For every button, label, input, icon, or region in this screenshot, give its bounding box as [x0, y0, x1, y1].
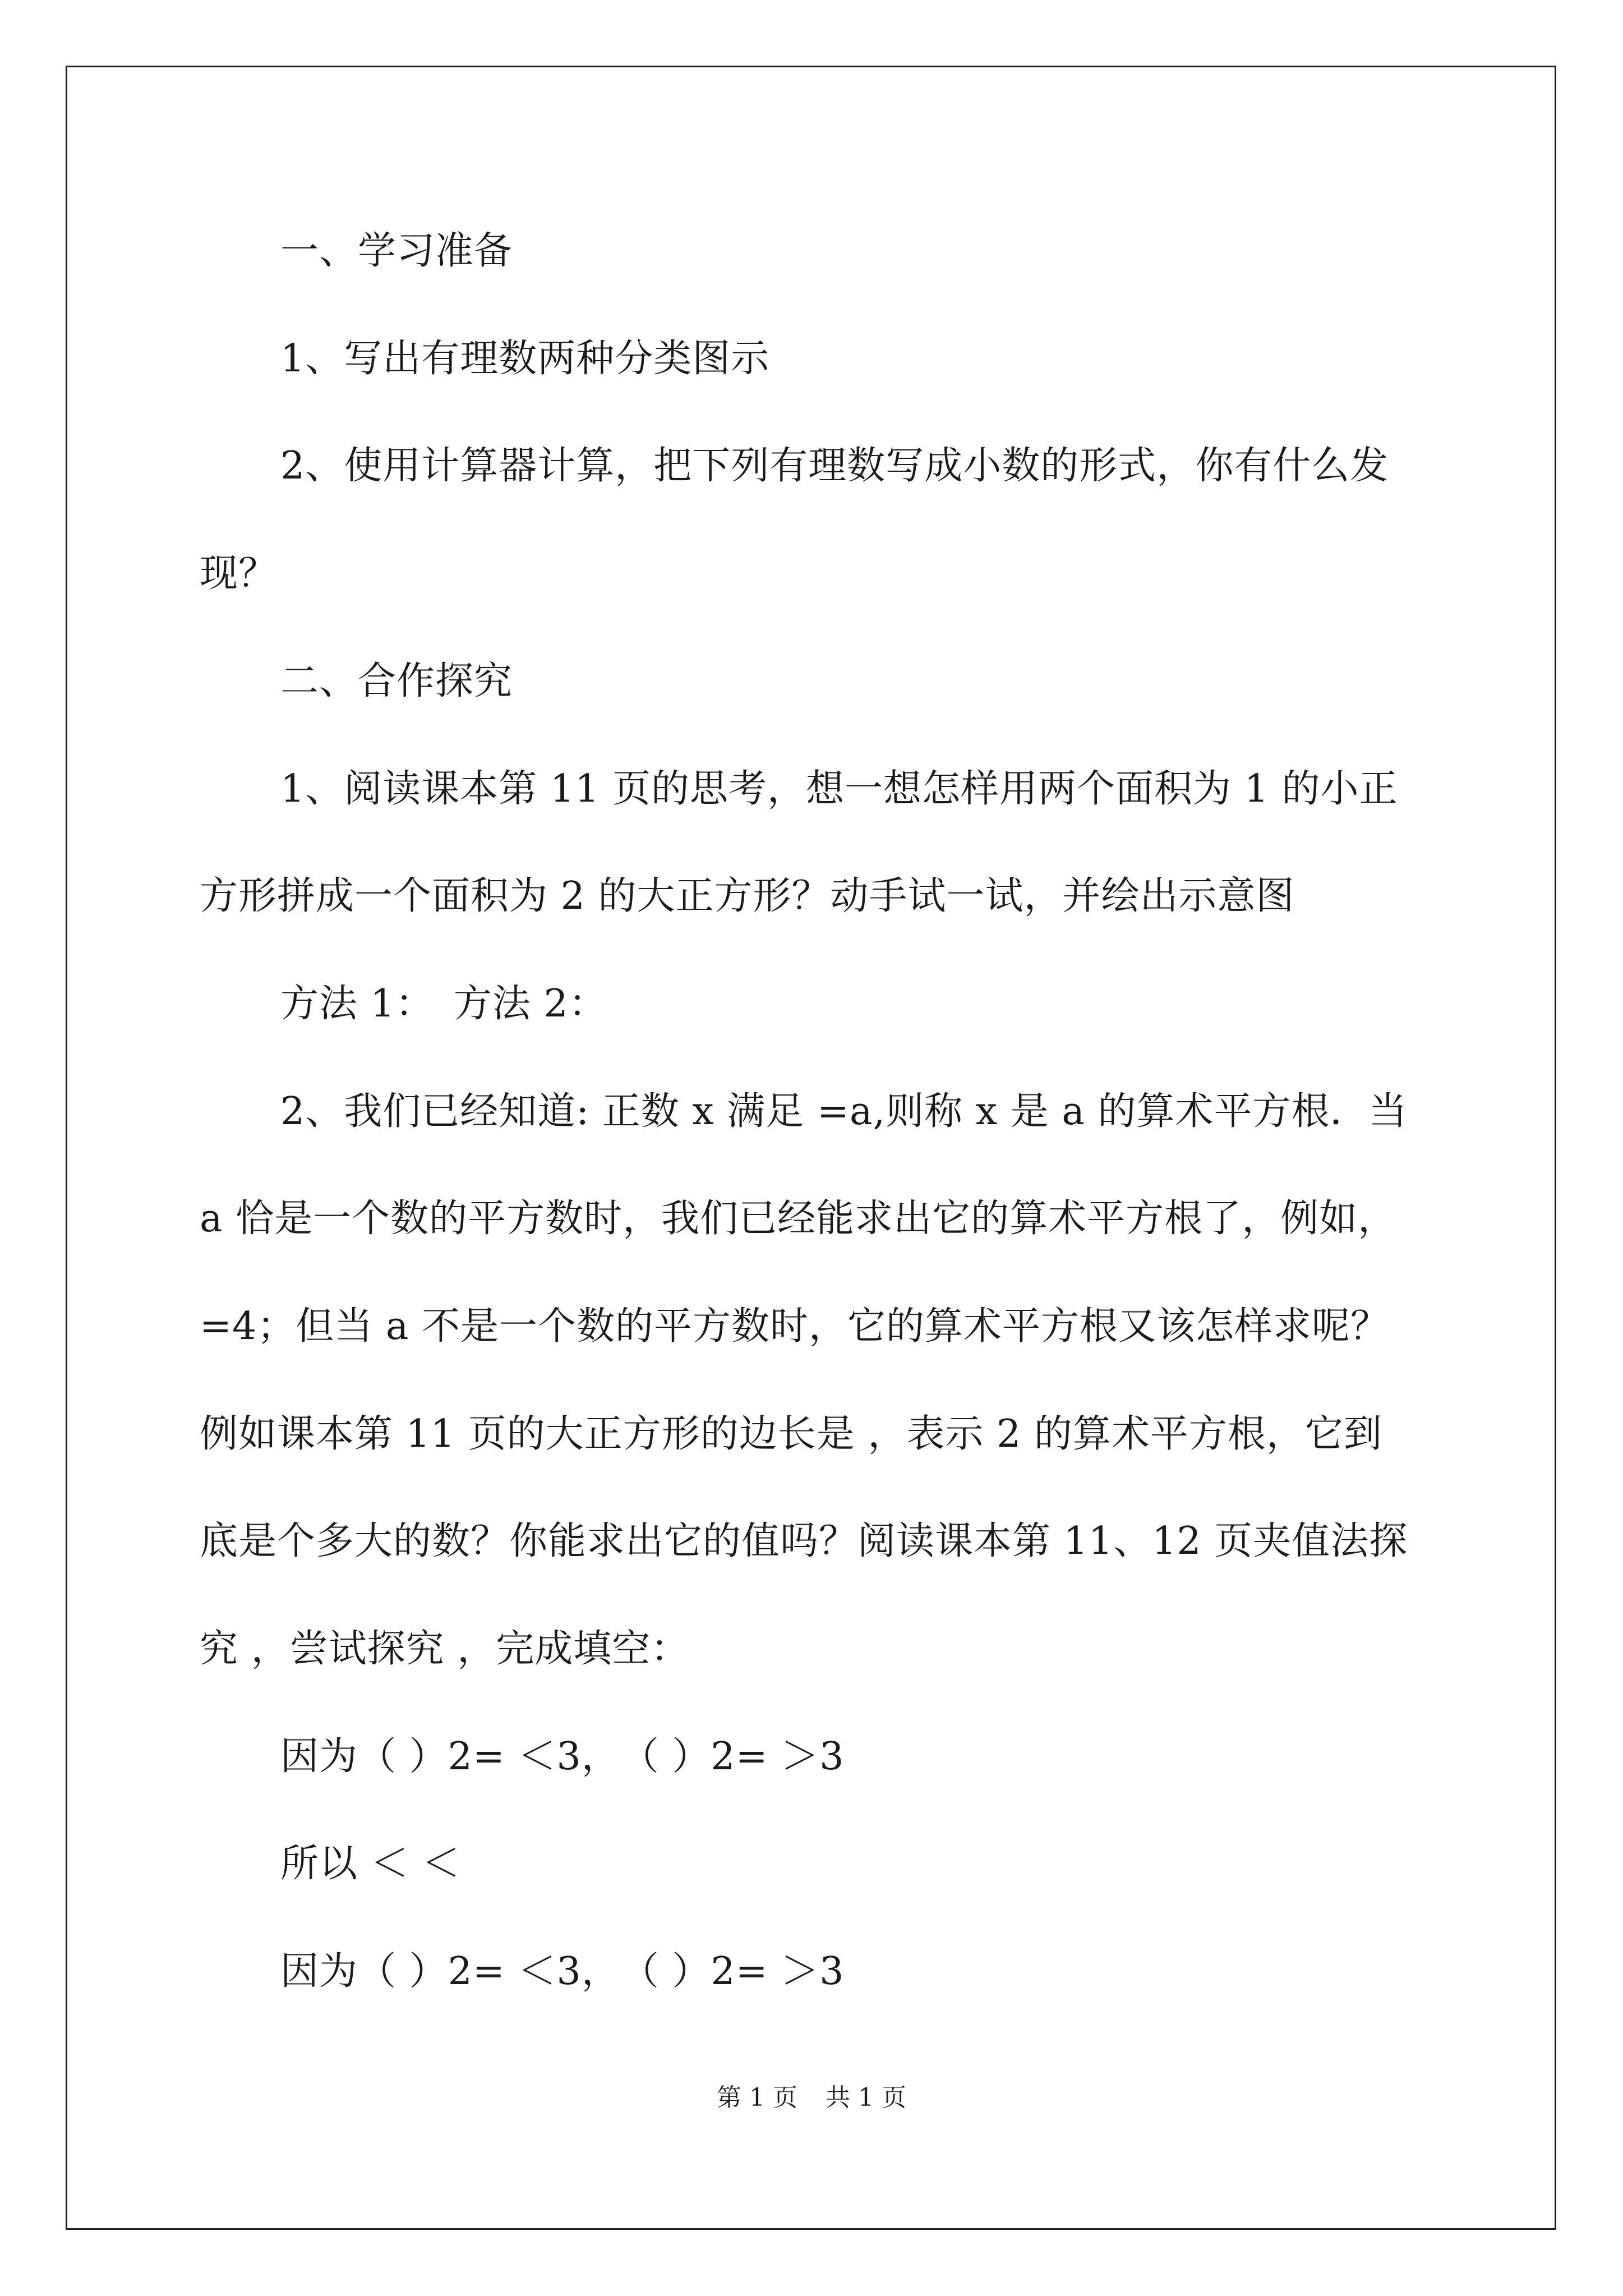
- paragraph-line: =4；但当 a 不是一个数的平方数时，它的算术平方根又该怎样求呢？: [200, 1304, 1390, 1349]
- total-page-count: 共 1 页: [826, 2083, 906, 2112]
- current-page-number: 第 1 页: [717, 2083, 797, 2112]
- paragraph-line: 例如课本第 11 页的大正方形的边长是 ，表示 2 的算术平方根，它到: [200, 1412, 1382, 1456]
- paragraph-line: 方法 1： 方法 2：: [280, 982, 607, 1026]
- page-border: [66, 66, 1556, 2230]
- paragraph-line: 究 ，尝试探究 ，完成填空：: [200, 1627, 690, 1671]
- paragraph-line: 2、使用计算器计算，把下列有理数写成小数的形式，你有什么发: [280, 444, 1389, 488]
- page-footer: [0, 2081, 1623, 2115]
- paragraph-line: 因为（ ）2= ＜3， （ ）2= ＞3: [280, 1734, 845, 1779]
- paragraph-line: 所以 ＜ ＜: [280, 1842, 461, 1886]
- paragraph-line: 因为（ ）2= ＜3， （ ）2= ＞3: [280, 1949, 845, 1994]
- paragraph-line: 底是个多大的数？你能求出它的值吗？阅读课本第 11、12 页夹值法探: [200, 1519, 1408, 1563]
- section-heading-explore: 二、合作探究: [280, 659, 513, 703]
- paragraph-line: 1、阅读课本第 11 页的思考，想一想怎样用两个面积为 1 的小正: [280, 767, 1398, 811]
- paragraph-line: a 恰是一个数的平方数时，我们已经能求出它的算术平方根了，例如，: [200, 1197, 1397, 1241]
- section-heading-preparation: 一、学习准备: [280, 229, 513, 273]
- paragraph-line: 2、我们已经知道: 正数 x 满足 =a,则称 x 是 a 的算术平方根．当: [280, 1089, 1408, 1134]
- paragraph-line: 现？: [200, 551, 278, 596]
- paragraph-line: 方形拼成一个面积为 2 的大正方形？动手试一试，并绘出示意图: [200, 874, 1295, 918]
- paragraph-line: 1、写出有理数两种分类图示: [280, 337, 770, 381]
